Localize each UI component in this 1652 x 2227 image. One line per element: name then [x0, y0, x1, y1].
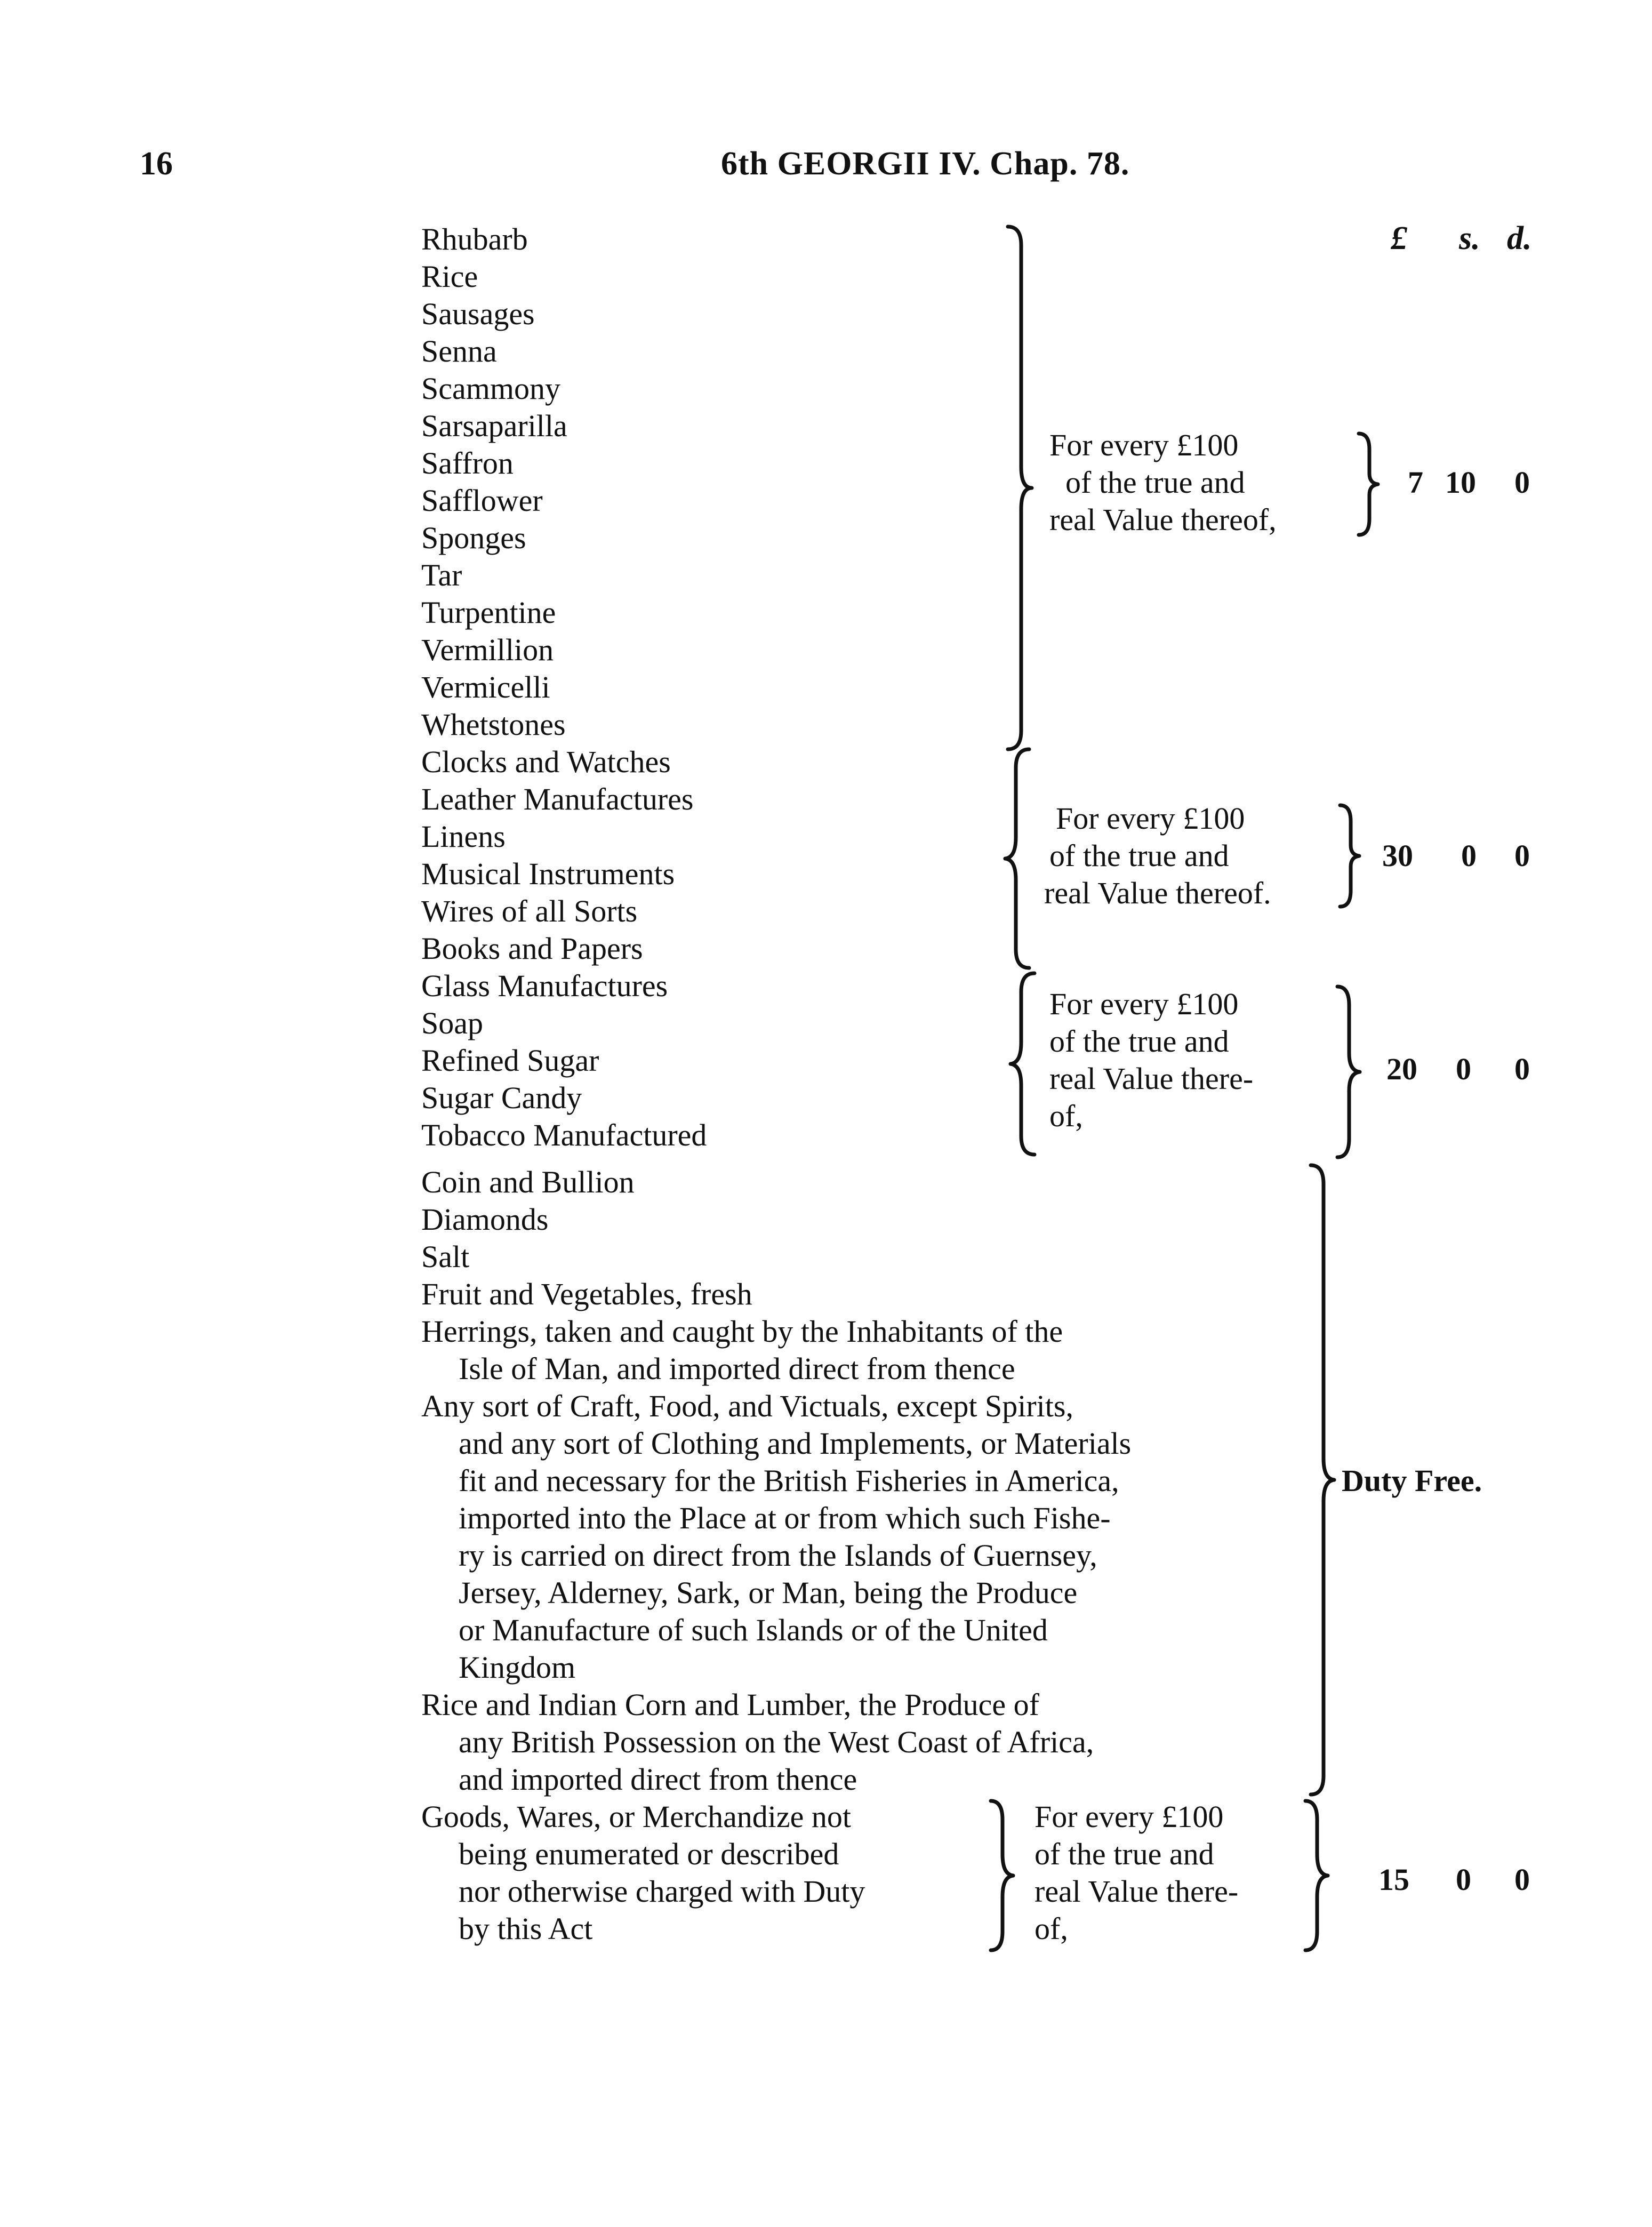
list-item: Vermicelli: [421, 670, 550, 704]
list-item: Sarsaparilla: [421, 408, 567, 443]
group-3-rate-line: real Value there-: [1049, 1061, 1254, 1096]
group-2-pounds: 30: [1382, 838, 1413, 873]
group-2-rate-line: For every £100: [1056, 801, 1245, 836]
list-item: fit and necessary for the British Fisheries in America,: [459, 1463, 1119, 1498]
group-3-shillings: 0: [1456, 1052, 1471, 1086]
group-2-rate-line: real Value thereof.: [1044, 876, 1271, 910]
group-2-pence: 0: [1514, 838, 1530, 873]
list-item: Whetstones: [421, 707, 566, 742]
list-item: Isle of Man, and imported direct from thence: [459, 1351, 1015, 1386]
group-1-pounds: 7: [1408, 465, 1423, 500]
list-item: Soap: [421, 1006, 483, 1040]
col-shillings-header: s.: [1459, 220, 1480, 257]
list-item: Turpentine: [421, 595, 556, 630]
group-5-amount-brace: [1301, 1798, 1333, 1953]
list-item: Sausages: [421, 297, 535, 331]
list-item: Scammony: [421, 371, 560, 406]
group-1-shillings: 10: [1445, 465, 1476, 500]
group-4-brace: [1306, 1163, 1338, 1797]
list-item: Salt: [421, 1239, 470, 1274]
list-item: Linens: [421, 819, 506, 854]
list-item: ry is carried on direct from the Islands of Guernsey,: [459, 1538, 1097, 1573]
group-1-rate-line: real Value thereof,: [1049, 502, 1277, 537]
list-item: Jersey, Alderney, Sark, or Man, being the Produce: [459, 1575, 1078, 1610]
list-item: Kingdom: [459, 1650, 576, 1685]
list-item: Wires of all Sorts: [421, 894, 638, 928]
group-3-pence: 0: [1514, 1052, 1530, 1086]
list-item: Musical Instruments: [421, 856, 675, 891]
list-item: or Manufacture of such Islands or of the United: [459, 1613, 1048, 1647]
list-item: Vermillion: [421, 632, 554, 667]
group-2-shillings: 0: [1461, 838, 1477, 873]
list-item: Coin and Bullion: [421, 1165, 635, 1199]
list-item: Leather Manufactures: [421, 782, 694, 816]
col-pence-header: d.: [1507, 220, 1532, 257]
list-item: being enumerated or described: [459, 1837, 839, 1871]
page-number: 16: [140, 146, 173, 182]
list-item: Glass Manufactures: [421, 968, 668, 1003]
group-5-pence: 0: [1514, 1862, 1530, 1897]
list-item: Sponges: [421, 520, 526, 555]
list-item: Senna: [421, 334, 497, 369]
list-item: Rhubarb: [421, 222, 528, 257]
list-item: Fruit and Vegetables, fresh: [421, 1277, 752, 1311]
list-item: any British Possession on the West Coast of Africa,: [459, 1725, 1094, 1759]
group-4-duty-free: Duty Free.: [1342, 1463, 1482, 1498]
list-item: Books and Papers: [421, 931, 643, 966]
list-item: Sugar Candy: [421, 1080, 582, 1115]
list-item: Refined Sugar: [421, 1043, 599, 1078]
group-3-rate-line: For every £100: [1049, 987, 1239, 1021]
list-item: and any sort of Clothing and Implements, or Materials: [459, 1426, 1132, 1461]
list-item: Tar: [421, 558, 462, 592]
list-item: Herrings, taken and caught by the Inhabitants of the: [421, 1314, 1063, 1349]
group-3-rate-line: of,: [1049, 1099, 1083, 1133]
list-item: nor otherwise charged with Duty: [459, 1874, 865, 1909]
list-item: Diamonds: [421, 1202, 549, 1237]
running-title: 6th GEORGII IV. Chap. 78.: [721, 146, 1130, 182]
group-5-pounds: 15: [1378, 1862, 1409, 1897]
list-item: Rice: [421, 259, 478, 294]
list-item: Any sort of Craft, Food, and Victuals, except Spirits,: [421, 1389, 1073, 1423]
group-2-rate-line: of the true and: [1049, 838, 1229, 873]
group-2-brace: [1003, 747, 1034, 971]
group-1-rate-line: For every £100: [1049, 428, 1239, 462]
list-item: Clocks and Watches: [421, 744, 671, 779]
list-item: and imported direct from thence: [459, 1762, 857, 1797]
group-3-pounds: 20: [1386, 1052, 1417, 1086]
group-3-amount-brace: [1333, 984, 1365, 1160]
col-pounds-header: £: [1391, 220, 1407, 257]
group-5-brace: [987, 1798, 1019, 1953]
group-3-brace: [1008, 971, 1040, 1157]
group-5-shillings: 0: [1456, 1862, 1471, 1897]
group-1-brace: [1003, 224, 1034, 752]
list-item: Goods, Wares, or Merchandize not: [421, 1799, 852, 1834]
list-item: Saffron: [421, 446, 514, 480]
group-5-rate-line: of,: [1034, 1911, 1068, 1946]
group-1-amount-brace: [1354, 431, 1381, 538]
group-2-amount-brace: [1336, 803, 1362, 909]
group-3-rate-line: of the true and: [1049, 1024, 1229, 1059]
list-item: Safflower: [421, 483, 543, 518]
list-item: Tobacco Manufactured: [421, 1118, 707, 1152]
list-item: by this Act: [459, 1911, 593, 1946]
group-1-rate-line: of the true and: [1065, 465, 1245, 500]
list-item: Rice and Indian Corn and Lumber, the Produce of: [421, 1687, 1039, 1722]
group-1-pence: 0: [1514, 465, 1530, 500]
group-5-rate-line: For every £100: [1034, 1799, 1224, 1834]
group-5-rate-line: real Value there-: [1034, 1874, 1239, 1909]
group-5-rate-line: of the true and: [1034, 1837, 1214, 1871]
list-item: imported into the Place at or from which such Fishe-: [459, 1501, 1111, 1535]
